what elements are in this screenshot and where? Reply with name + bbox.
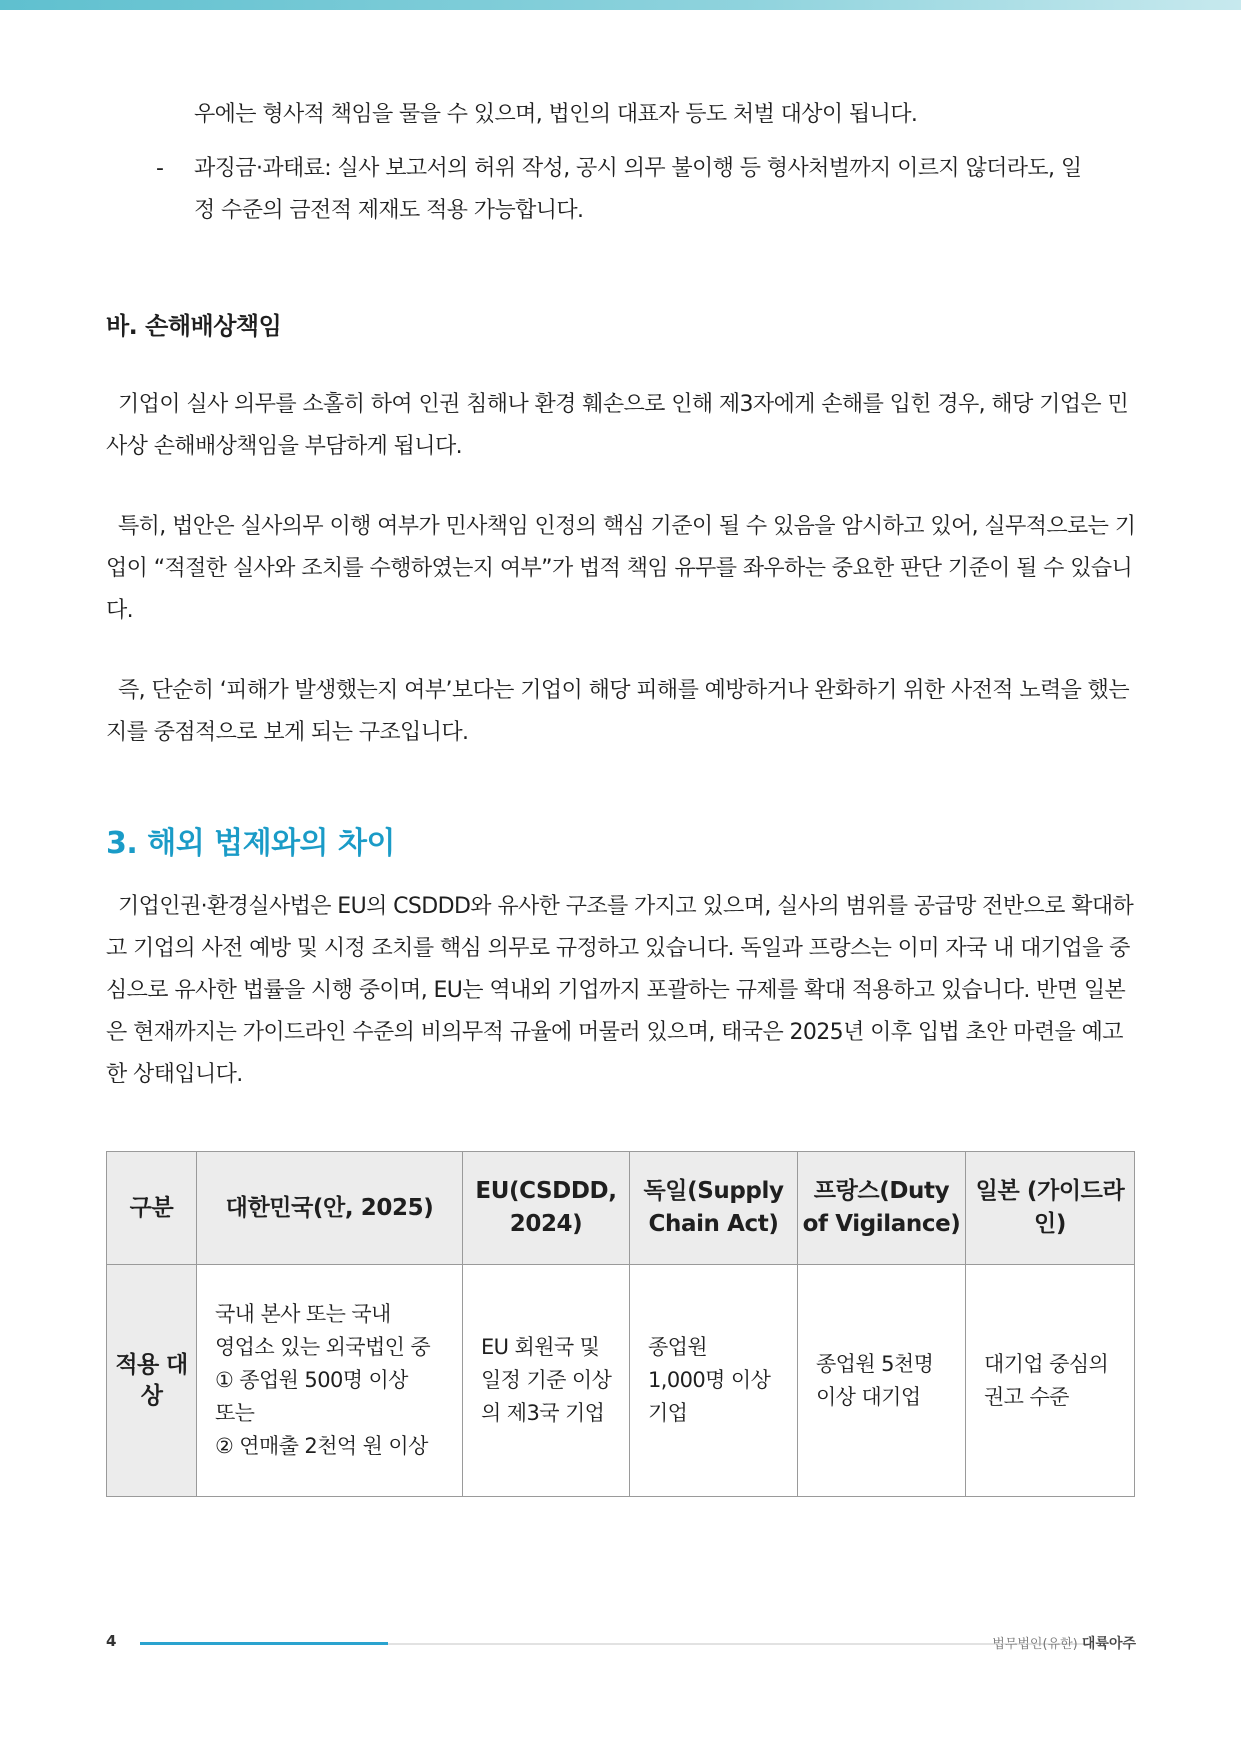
cell-line: ② 연매출 2천억 원 이상 (215, 1434, 428, 1458)
firm-name (992, 1633, 1136, 1653)
firm-brand: 대륙아주 (1081, 1636, 1136, 1652)
foreign-law-paragraph: 기업인권·환경실사법은 EU의 CSDDD와 유사한 구조를 가지고 있으며, 실사의 범위를 공급망 전반으로 확대하고 기업의 사전 예방 및 시정 조치를 핵심 의무로 규정하고 있습니다. 독일과 프랑스는 이미 자국 내 대기업을 중심으로 유사한 법률을 시행 중이며, EU는 역내외 기업까지 포괄하는 규제를 확대 적용하고 있습니다. 반면 일본은 현재까지는 가이드라인 수준의 비의무적 규율에 머물러 있으며, 태국은 2025년 이후 입법 초안 마련을 예고한 상태입니다. (106, 894, 1134, 1087)
page-footer (106, 1628, 1136, 1658)
cell-line: ① 종업원 500명 이상 (215, 1368, 408, 1392)
cell-line: 대기업 중심의 (984, 1351, 1109, 1376)
cell-line: 1,000명 이상 (648, 1368, 771, 1392)
cell-line: 종업원 5천명 (816, 1351, 934, 1376)
bullet-line-2: 정 수준의 금전적 제재도 적용 가능합니다. (194, 198, 584, 223)
header-france: 프랑스(Duty of Vigilance) (798, 1152, 966, 1265)
firm-prefix: 법무법인(유한) (992, 1637, 1078, 1652)
cell-korea (197, 1265, 463, 1497)
header-germany: 독일(Supply Chain Act) (630, 1152, 798, 1265)
page-number: 4 (106, 1632, 117, 1650)
bullet-dash: - (156, 156, 164, 181)
table-header-row (107, 1152, 1135, 1265)
damages-paragraph-1: 기업이 실사 의무를 소홀히 하여 인권 침해나 환경 훼손으로 인해 제3자에게 손해를 입힌 경우, 해당 기업은 민사상 손해배상책임을 부담하게 됩니다. (106, 392, 1129, 459)
damages-paragraph-2: 특히, 법안은 실사의무 이행 여부가 민사책임 인정의 핵심 기준이 될 수 있음을 암시하고 있어, 실무적으로는 기업이 “적절한 실사와 조치를 수행하였는지 여부”가 법적 책임 유무를 좌우하는 중요한 판단 기준이 될 수 있습니다. (106, 514, 1136, 623)
cell-line: 이상 대기업 (816, 1384, 921, 1409)
top-accent-bar (0, 0, 1241, 10)
subheading-damages: 바. 손해배상책임 (106, 312, 282, 340)
row-label-scope: 적용 대상 (107, 1265, 197, 1497)
header-category: 구분 (107, 1152, 197, 1265)
bullet-line-1: 과징금·과태료: 실사 보고서의 허위 작성, 공시 의무 불이행 등 형사처벌까지 이르지 않더라도, 일 (194, 156, 1082, 181)
section-heading-foreign-law: 3. 해외 법제와의 차이 (106, 826, 395, 861)
cell-line: 종업원 (648, 1335, 708, 1359)
cell-line: 의 제3국 기업 (481, 1401, 605, 1425)
comparison-table (106, 1151, 1135, 1497)
cell-line: 국내 본사 또는 국내 (215, 1302, 391, 1326)
cell-france (798, 1265, 966, 1497)
damages-paragraph-3: 즉, 단순히 ‘피해가 발생했는지 여부’보다는 기업이 해당 피해를 예방하거나 완화하기 위한 사전적 노력을 했는지를 중점적으로 보게 되는 구조입니다. (106, 678, 1129, 745)
header-japan: 일본 (가이드라인) (966, 1152, 1135, 1265)
footer-rule-accent (140, 1642, 388, 1645)
table-row (107, 1265, 1135, 1497)
main-content (106, 94, 1136, 1096)
cell-japan (966, 1265, 1135, 1497)
cell-line: 영업소 있는 외국법인 중 (215, 1335, 431, 1359)
cell-line: 권고 수준 (984, 1384, 1069, 1409)
header-korea: 대한민국(안, 2025) (197, 1152, 463, 1265)
bullet-penalty (106, 148, 1136, 232)
cell-germany (630, 1265, 798, 1497)
cell-line: 기업 (648, 1401, 688, 1425)
cell-eu (463, 1265, 630, 1497)
bullet-text (194, 148, 1136, 232)
cell-line: 또는 (215, 1401, 255, 1425)
cell-line: 일정 기준 이상 (481, 1368, 612, 1392)
continuation-line: 우에는 형사적 책임을 물을 수 있으며, 법인의 대표자 등도 처벌 대상이 됩니다. (194, 102, 918, 127)
header-eu: EU(CSDDD, 2024) (463, 1152, 630, 1265)
cell-line: EU 회원국 및 (481, 1335, 600, 1359)
